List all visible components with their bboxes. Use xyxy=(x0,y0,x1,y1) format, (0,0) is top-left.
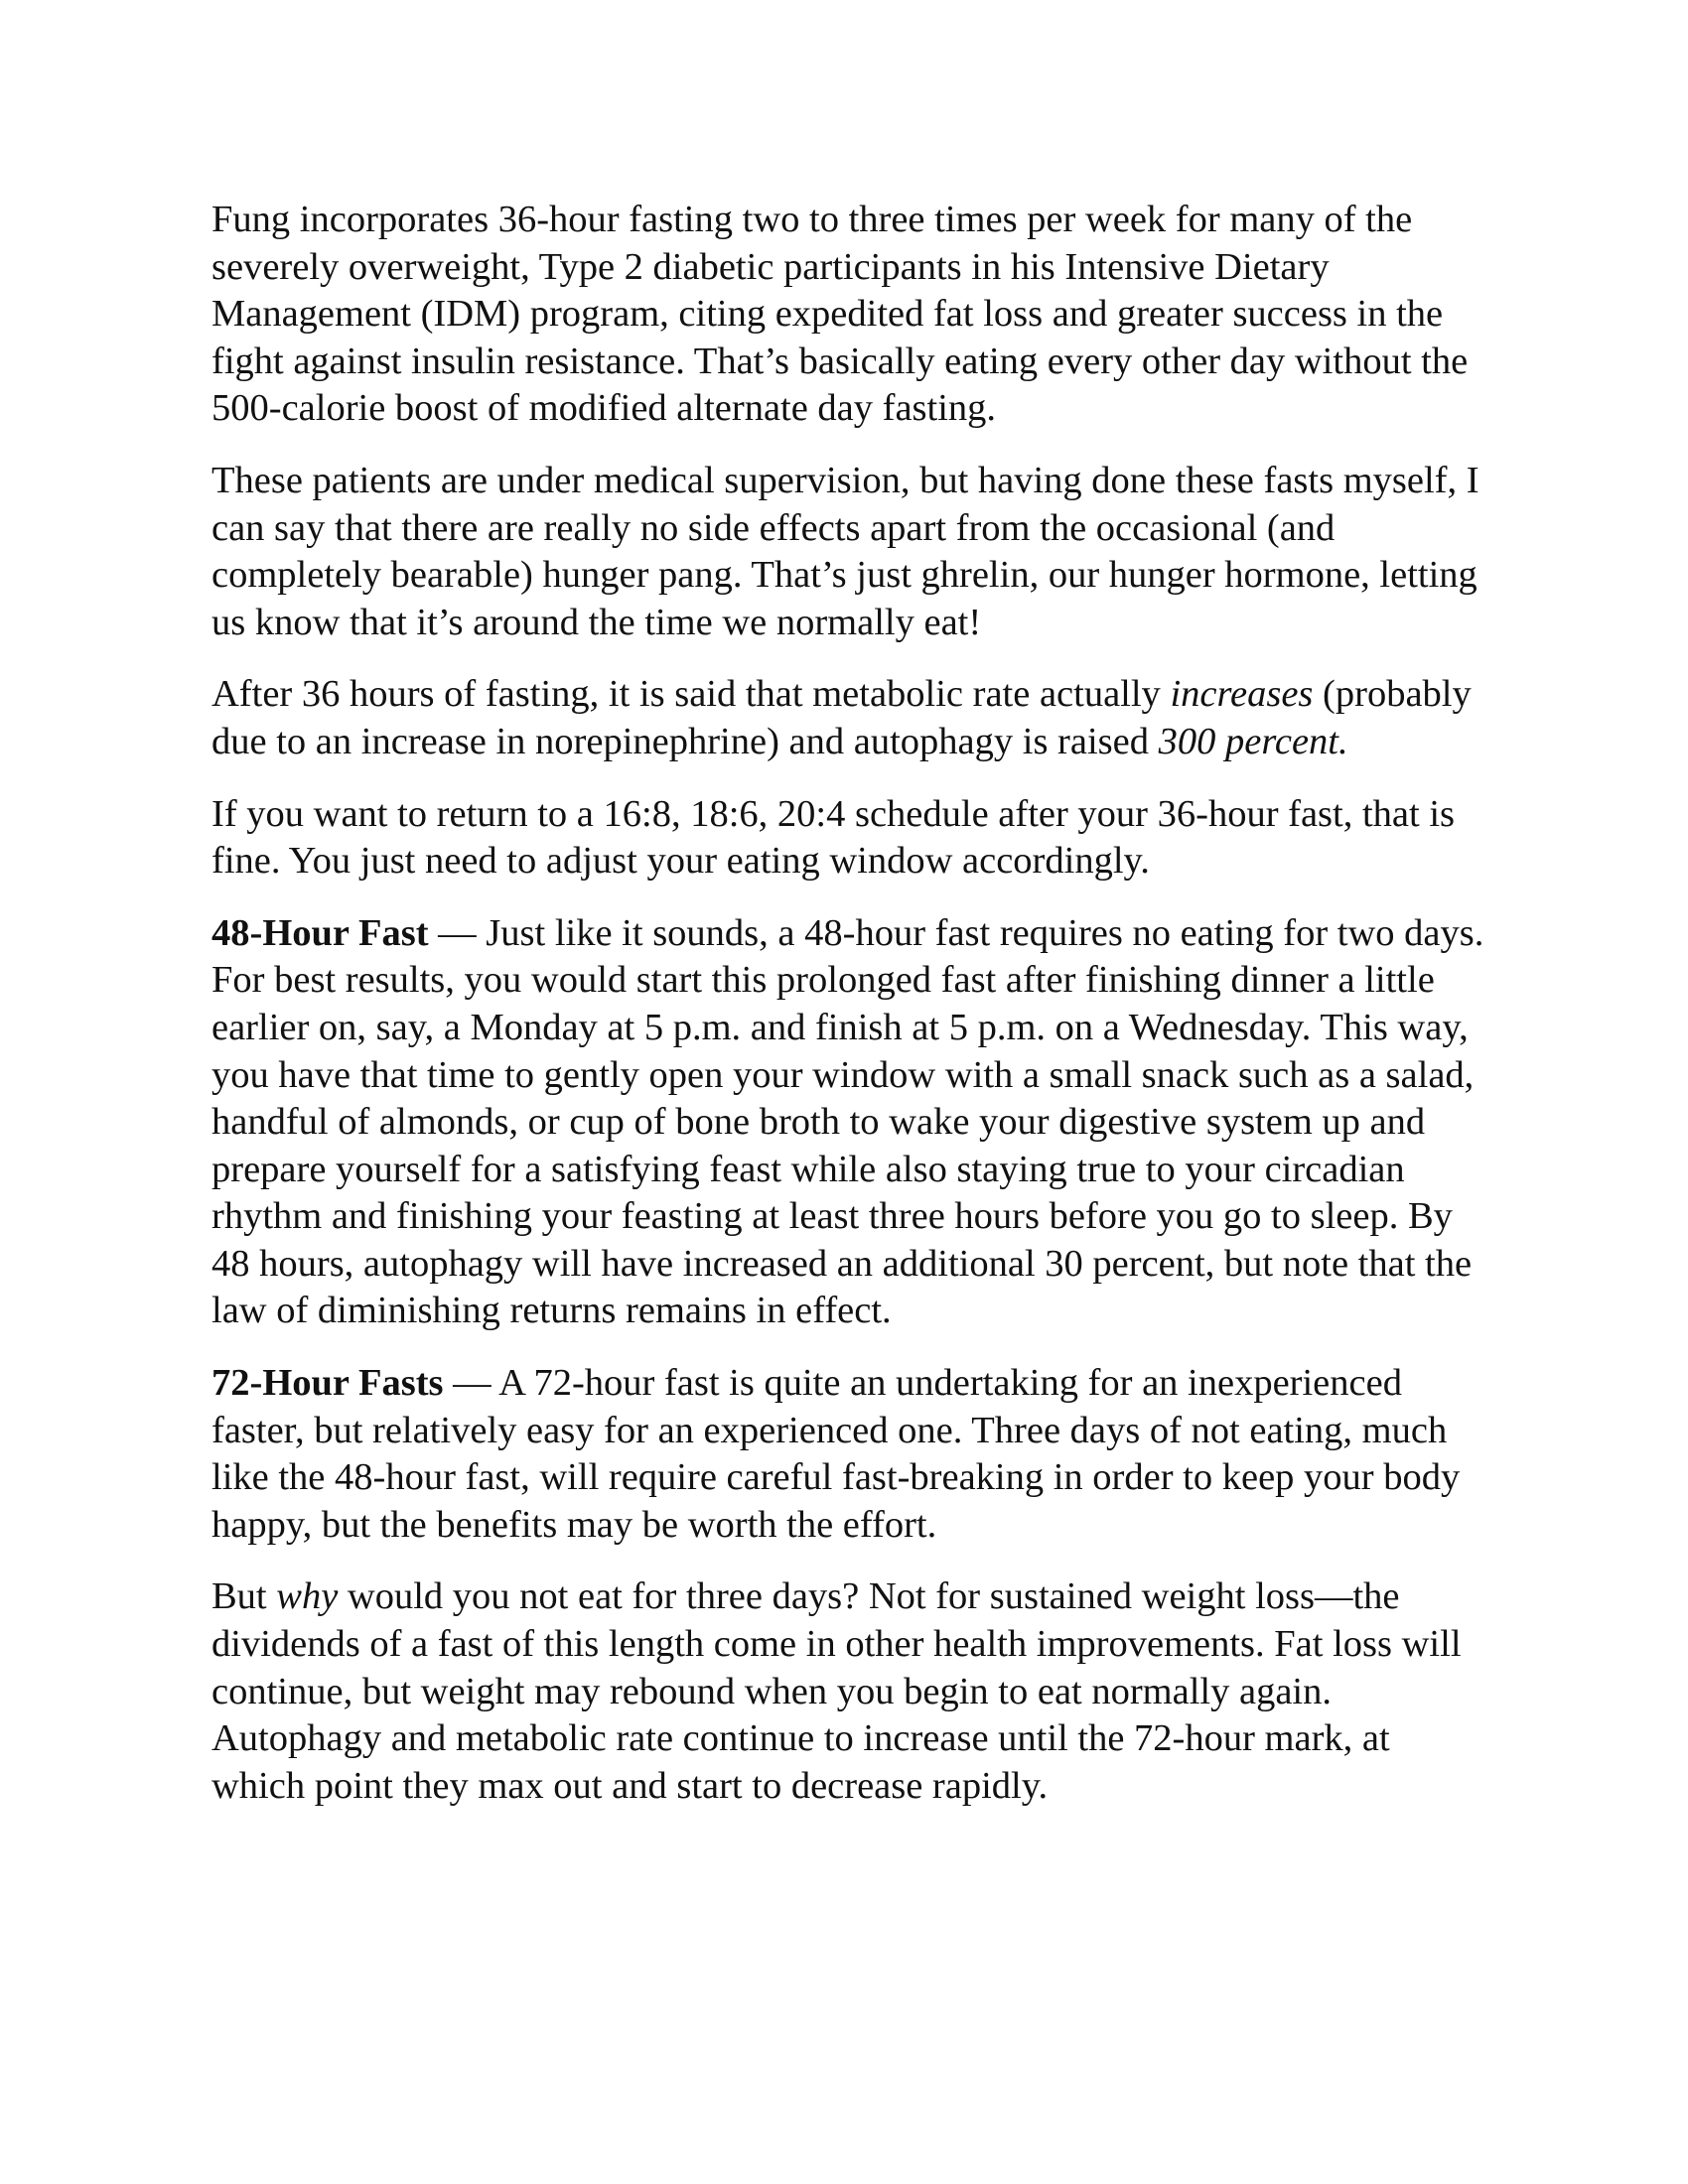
paragraph-72-hour-fasts xyxy=(211,1360,1492,1549)
paragraph-text: But xyxy=(211,1575,277,1618)
section-heading-48-hour: 48-Hour Fast xyxy=(211,911,429,954)
body-text xyxy=(211,197,1492,1835)
emphasis-text: 300 percent. xyxy=(1158,720,1348,762)
paragraph-48-hour-fast xyxy=(211,910,1492,1335)
emphasis-text: why xyxy=(276,1575,339,1618)
paragraph-text: Fung incorporates 36-hour fasting two to three times per week for many of the severely overweight, Type 2 diabetic participants in his Intensive Dietary Management (IDM) program, citing expedited fat loss and greater success in the fight against insulin resistance. That’s basically eating every other day without the 500-calorie boost of modified alternate day fasting. xyxy=(211,199,1469,430)
paragraph-metabolic-rate xyxy=(211,671,1492,765)
paragraph-text: These patients are under medical supervision, but having done these fasts myself, I can say that there are really no side effects apart from the occasional (and completely bearable) hunger pang. That’s just ghrelin, our hunger hormone, letting us know that it’s around the time we normally eat! xyxy=(211,459,1479,643)
emphasis-text: increases xyxy=(1170,673,1314,716)
paragraph-text: would you not eat for three days? Not for sustained weight loss—the dividends of a fast of this length come in other health improvements. Fat loss will continue, but weight may rebound when you begin to eat normally again. Autophagy and metabolic rate continue to increase until the 72-hour mark, at which point they max out and start to decrease rapidly. xyxy=(211,1575,1462,1807)
paragraph-medical-supervision xyxy=(211,458,1492,646)
section-heading-72-hour: 72-Hour Fasts xyxy=(211,1362,444,1405)
paragraph-text: — A 72-hour fast is quite an undertaking for an inexperienced faster, but relatively easy for an experienced one. Three days of not eating, much like the 48-hour fast, will require careful fast-breaking in order to keep your body happy, but the benefits may be worth the effort. xyxy=(211,1362,1461,1546)
paragraph-why-three-days xyxy=(211,1573,1492,1810)
paragraph-text: After 36 hours of fasting, it is said that metabolic rate actually xyxy=(211,673,1171,716)
paragraph-return-schedule xyxy=(211,791,1492,886)
paragraph-text: If you want to return to a 16:8, 18:6, 20:4 schedule after your 36-hour fast, that is fine. You just need to adjust your eating window accordingly. xyxy=(211,792,1456,883)
paragraph-text: — Just like it sounds, a 48-hour fast requires no eating for two days. For best results, you would start this prolonged fast after finishing dinner a little earlier on, say, a Monday at 5 p.m. and finish at 5 p.m. on a Wednesday. This way, you have that time to gently open your window with a small snack such as a salad, handful of almonds, or cup of bone broth to wake your digestive system up and prepare yourself for a satisfying feast while also staying true to your circadian rhythm and finishing your feasting at least three hours before you go to sleep. By 48 hours, autophagy will have increased an additional 30 percent, but note that the law of diminishing returns remains in effect. xyxy=(211,911,1484,1332)
paragraph-idm-36-hour xyxy=(211,197,1492,433)
paragraph-text: (probably due to an increase in norepinephrine) and autophagy is raised xyxy=(211,673,1472,762)
